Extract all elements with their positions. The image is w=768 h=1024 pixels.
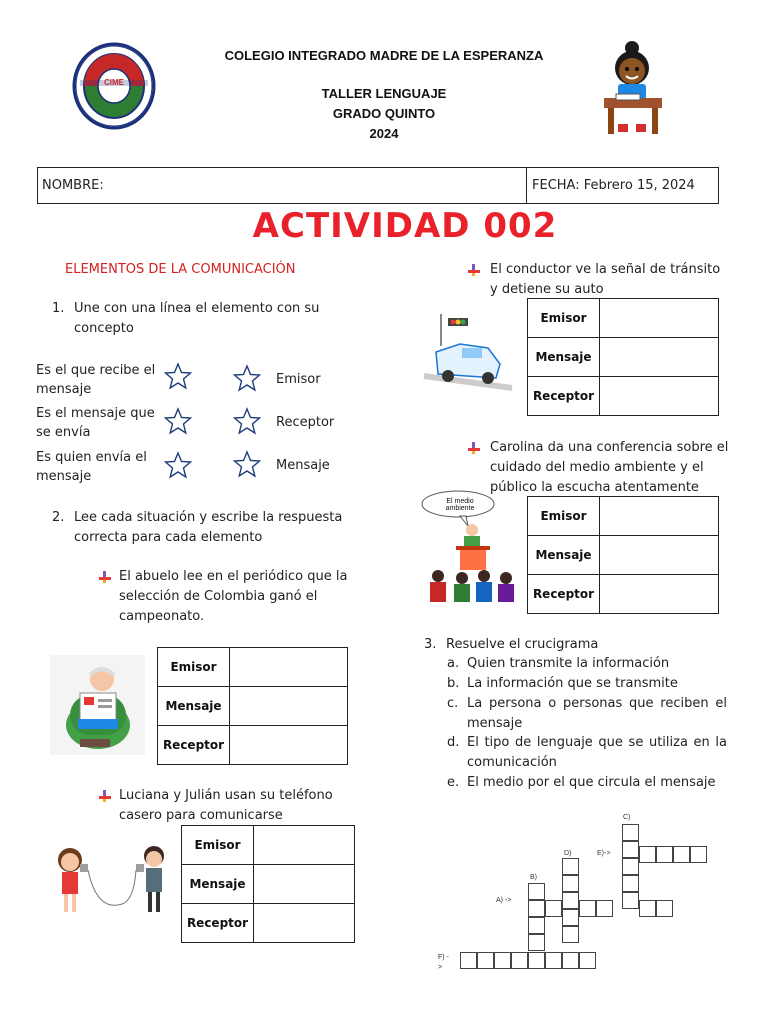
star-icon[interactable] <box>164 407 192 435</box>
name-field[interactable]: NOMBRE: <box>42 178 104 193</box>
situation-3-table <box>527 298 719 416</box>
situation-4: Carolina da una conferencia sobre el cuidado del medio ambiente y el público la escucha atentamente <box>490 440 729 495</box>
receptor-label: Receptor <box>528 575 600 614</box>
clue-b: La información que se transmite <box>467 676 678 691</box>
crossword-cell[interactable] <box>639 846 656 863</box>
crossword-cell[interactable] <box>528 952 545 969</box>
answer-cell[interactable] <box>230 726 348 765</box>
school-name: COLEGIO INTEGRADO MADRE DE LA ESPERANZA <box>224 48 544 63</box>
year-title: 2024 <box>369 126 399 141</box>
crossword-cell[interactable] <box>511 952 528 969</box>
definition-1: Es el que recibe el mensaje <box>36 363 156 397</box>
answer-cell[interactable] <box>254 826 355 865</box>
q2-text: Lee cada situación y escribe la respuesta correcta para cada elemento <box>74 510 343 545</box>
definition-2: Es el mensaje que se envía <box>36 406 155 440</box>
tin-can-phone-image <box>42 842 177 922</box>
crossword-cell[interactable] <box>562 909 579 926</box>
bullet-icon <box>467 263 481 277</box>
crossword-cell[interactable] <box>596 900 613 917</box>
answer-cell[interactable] <box>600 299 719 338</box>
situation-3: El conductor ve la señal de tránsito y detiene su auto <box>490 262 721 297</box>
crossword-cell[interactable] <box>622 875 639 892</box>
crossword-label-e: E)-> <box>597 850 611 857</box>
crossword-cell[interactable] <box>562 952 579 969</box>
emisor-label: Emisor <box>158 648 230 687</box>
mensaje-label: Mensaje <box>528 338 600 377</box>
clue-a-letter: a. <box>447 656 460 671</box>
answer-cell[interactable] <box>230 687 348 726</box>
q3-number: 3. <box>424 637 437 652</box>
crossword-cell[interactable] <box>494 952 511 969</box>
q1-number: 1. <box>52 301 65 316</box>
crossword-cell[interactable] <box>545 900 562 917</box>
crossword-cell[interactable] <box>639 900 656 917</box>
q3-text: Resuelve el crucigrama <box>446 637 599 652</box>
school-logo <box>72 42 156 130</box>
situation-4-table <box>527 496 719 614</box>
clue-e-letter: e. <box>447 775 460 790</box>
mensaje-label: Mensaje <box>528 536 600 575</box>
clue-c-letter: c. <box>447 696 459 711</box>
student-illustration <box>598 38 668 138</box>
crossword-cell[interactable] <box>528 934 545 951</box>
crossword-cell[interactable] <box>579 952 596 969</box>
situation-2: Luciana y Julián usan su teléfono casero para comunicarse <box>119 788 333 823</box>
crossword-cell[interactable] <box>545 952 562 969</box>
q1-text: Une con una línea el elemento con su concepto <box>74 301 320 336</box>
crossword-cell[interactable] <box>562 892 579 909</box>
clue-d-letter: d. <box>447 735 460 750</box>
answer-cell[interactable] <box>600 338 719 377</box>
receptor-label: Receptor <box>528 377 600 416</box>
crossword-label-c: C) <box>623 814 631 821</box>
crossword-label-b: B) <box>530 874 537 881</box>
crossword-label-a: A) -> <box>496 897 512 904</box>
bullet-icon <box>98 789 112 803</box>
answer-cell[interactable] <box>600 575 719 614</box>
mensaje-label: Mensaje <box>182 865 254 904</box>
section-heading: ELEMENTOS DE LA COMUNICACIÓN <box>65 262 296 277</box>
grandfather-reading-image <box>50 655 145 755</box>
crossword-cell[interactable] <box>622 824 639 841</box>
crossword-cell[interactable] <box>562 926 579 943</box>
crossword-grid <box>430 808 730 978</box>
answer-cell[interactable] <box>600 497 719 536</box>
mensaje-label: Mensaje <box>158 687 230 726</box>
conference-image <box>420 490 520 604</box>
crossword-cell[interactable] <box>579 900 596 917</box>
crossword-cell[interactable] <box>622 892 639 909</box>
crossword-cell[interactable] <box>622 858 639 875</box>
answer-cell[interactable] <box>600 377 719 416</box>
clue-a: Quien transmite la información <box>467 656 670 671</box>
emisor-label: Emisor <box>182 826 254 865</box>
term-1: Emisor <box>276 372 321 387</box>
bullet-icon <box>467 441 481 455</box>
subject-title: TALLER LENGUAJE <box>321 86 447 101</box>
crossword-cell[interactable] <box>477 952 494 969</box>
crossword-cell[interactable] <box>673 846 690 863</box>
car-traffic-light-image <box>418 312 518 394</box>
date-field: FECHA: Febrero 15, 2024 <box>532 178 695 193</box>
q2-number: 2. <box>52 510 65 525</box>
definition-3: Es quien envía el mensaje <box>36 450 147 484</box>
star-icon[interactable] <box>164 362 192 390</box>
crossword-cell[interactable] <box>528 900 545 917</box>
emisor-label: Emisor <box>528 497 600 536</box>
term-2: Receptor <box>276 415 335 430</box>
situation-2-table <box>181 825 355 943</box>
answer-cell[interactable] <box>230 648 348 687</box>
activity-title: ACTIVIDAD 002 <box>252 206 558 246</box>
term-3: Mensaje <box>276 458 330 473</box>
crossword-cell[interactable] <box>656 846 673 863</box>
star-icon[interactable] <box>233 450 261 478</box>
star-icon[interactable] <box>233 364 261 392</box>
bullet-icon <box>98 570 112 584</box>
crossword-cell[interactable] <box>690 846 707 863</box>
crossword-cell[interactable] <box>528 883 545 900</box>
crossword-cell[interactable] <box>460 952 477 969</box>
answer-cell[interactable] <box>254 904 355 943</box>
receptor-label: Receptor <box>182 904 254 943</box>
crossword-cell[interactable] <box>528 917 545 934</box>
emisor-label: Emisor <box>528 299 600 338</box>
situation-1: El abuelo lee en el periódico que la selección de Colombia ganó el campeonato. <box>119 569 348 624</box>
receptor-label: Receptor <box>158 726 230 765</box>
clue-d: El tipo de lenguaje que se utiliza en la comunicación <box>467 735 727 770</box>
clue-c: La persona o personas que reciben el mensaje <box>467 696 727 731</box>
clue-e: El medio por el que circula el mensaje <box>467 775 716 790</box>
crossword-cell[interactable] <box>656 900 673 917</box>
situation-1-table <box>157 647 348 765</box>
logo-center-text: CIME <box>104 78 124 87</box>
clue-b-letter: b. <box>447 676 460 691</box>
star-icon[interactable] <box>233 407 261 435</box>
answer-cell[interactable] <box>254 865 355 904</box>
star-icon[interactable] <box>164 451 192 479</box>
crossword-label-d: D) <box>564 850 572 857</box>
speech-bubble-text: El medio ambiente <box>445 498 475 512</box>
crossword-label-f: F) - <box>438 954 449 961</box>
answer-cell[interactable] <box>600 536 719 575</box>
crossword-label-f-arrow: > <box>438 964 443 971</box>
crossword-cell[interactable] <box>562 858 579 875</box>
student-info-box <box>37 167 719 204</box>
crossword-cell[interactable] <box>562 875 579 892</box>
crossword-cell[interactable] <box>622 841 639 858</box>
grade-title: GRADO QUINTO <box>332 106 436 121</box>
